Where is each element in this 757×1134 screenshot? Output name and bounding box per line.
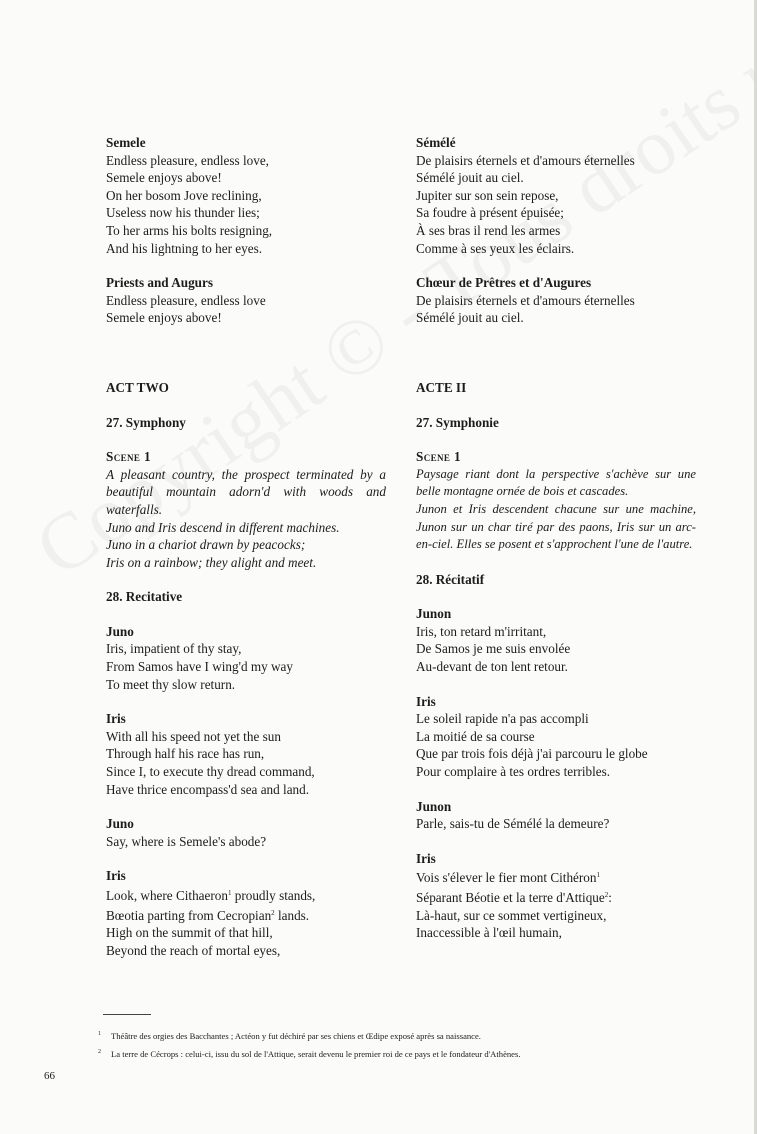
number-heading: 28. Récitatif [416, 571, 485, 587]
verse-line: Endless pleasure, endless love [106, 292, 266, 308]
verse-line: Through half his race has run, [106, 746, 265, 762]
verse-line: And his lightning to her eyes. [106, 240, 263, 256]
speaker-name: Priests and Augurs [106, 275, 213, 291]
verse-line: Le soleil rapide n'a pas accompli [416, 711, 589, 727]
act-heading: ACTE II [416, 379, 467, 395]
speech-block [106, 623, 386, 693]
verse-line: On her bosom Jove reclining, [106, 187, 262, 203]
footnote-ref[interactable]: 2 [271, 908, 275, 917]
speech-block [106, 134, 386, 257]
verse-line: Have thrice encompass'd sea and land. [106, 781, 310, 797]
speaker-name: Semele [106, 135, 146, 150]
verse-line: Look, where Cithaeron$^1$ proudly stands, [106, 888, 316, 903]
speech-block [416, 693, 696, 781]
verse-line: Endless pleasure, endless love, [106, 152, 269, 168]
verse-line: Parle, sais-tu de Sémélé la demeure? [416, 816, 610, 832]
speaker-name: Iris [106, 711, 126, 727]
footnote [98, 1044, 718, 1062]
speaker-name: Junon [416, 606, 452, 622]
footnote-number: 2 [98, 1048, 101, 1055]
verse-line: Jupiter sur son sein repose, [416, 187, 559, 203]
verse-line: Useless now his thunder lies; [106, 205, 260, 221]
speaker-name: Iris [416, 850, 436, 866]
footnote-text: La terre de Cécrops : celui-ci, issu du sol de l'Attique, serait devenu le premier roi de ce pays et le fondateur d'Athènes. [111, 1048, 521, 1059]
act-heading: ACT TWO [106, 379, 169, 395]
verse-line: Beyond the reach of mortal eyes, [106, 942, 281, 958]
verse-line: Pour complaire à tes ordres terribles. [416, 764, 611, 780]
speaker-name: Iris [106, 868, 126, 884]
speaker-name: Juno [106, 623, 134, 639]
page-number: 66 [44, 1070, 55, 1082]
stage-direction: Juno in a chariot drawn by peacocks; [106, 537, 306, 553]
speech-block [416, 134, 696, 257]
verse-line: Semele enjoys above! [106, 310, 222, 326]
speaker-name: Chœur de Prêtres et d'Augures [416, 275, 592, 291]
verse-line: With all his speed not yet the sun [106, 728, 281, 744]
stage-direction: Junon et Iris descendent chacune sur une machine, Junon sur un char tiré par des paons, Iris sur un arc-en-ciel. Elles se posent et s'approchent l'une de l'autre. [416, 501, 696, 552]
speech-block [106, 710, 386, 798]
verse-line: Inaccessible à l'œil humain, [416, 925, 562, 941]
verse-line: Sémélé jouit au ciel. [416, 310, 524, 326]
footnote-ref[interactable]: 1 [596, 871, 600, 880]
footnote-ref[interactable]: 1 [227, 889, 232, 897]
verse-line: De plaisirs éternels et d'amours éternelles [416, 292, 635, 308]
stage-direction: Juno and Iris descend in different machines. [106, 519, 340, 535]
verse-line: Que par trois fois déjà j'ai parcouru le globe [416, 746, 648, 762]
speaker-name: Iris [416, 693, 436, 709]
verse-line: To her arms his bolts resigning, [106, 222, 273, 238]
french-column [416, 134, 696, 942]
number-heading: 27. Symphony [106, 414, 186, 430]
verse-line: Say, where is Semele's abode? [106, 833, 267, 849]
verse-line: La moitié de sa course [416, 728, 535, 744]
verse-line: Comme à ses yeux les éclairs. [416, 240, 575, 256]
verse-line: Sémélé jouit au ciel. [416, 170, 524, 186]
speech-block [106, 867, 386, 959]
verse-line: High on the summit of that hill, [106, 925, 273, 941]
footnote [98, 1026, 718, 1044]
verse-line: Bœotia parting from Cecropian$^2$ lands. [106, 907, 310, 923]
verse-line: To meet thy slow return. [106, 676, 236, 692]
footnote-ref[interactable]: 2 [604, 891, 609, 899]
number-heading: 27. Symphonie [416, 414, 499, 430]
verse-line: De plaisirs éternels et d'amours éternelles [416, 152, 635, 168]
verse-line: Iris, ton retard m'irritant, [416, 623, 547, 639]
verse-line: De Samos je me suis envolée [416, 641, 571, 657]
speech-block [416, 605, 696, 675]
stage-direction: A pleasant country, the prospect terminated by a beautiful mountain adorn'd with woods and waterfalls. [106, 466, 386, 517]
verse-line: Là-haut, sur ce sommet vertigineux, [416, 907, 607, 923]
stage-direction: Iris on a rainbow; they alight and meet. [106, 554, 317, 570]
speaker-name: Junon [416, 798, 452, 814]
verse-line: From Samos have I wing'd my way [106, 659, 293, 675]
verse-line: Au-devant de ton lent retour. [416, 659, 568, 675]
stage-direction: Paysage riant dont la perspective s'achève sur une belle montagne ornée de bois et cascades. [416, 466, 696, 499]
footnote-divider [103, 1014, 151, 1015]
speech-block [106, 274, 386, 327]
verse-line: Semele enjoys above! [106, 170, 222, 186]
verse-line: Iris, impatient of thy stay, [106, 641, 242, 657]
speaker-name: Juno [106, 816, 134, 832]
verse-line: Séparant Béotie et la terre d'Attique$^2$: [416, 890, 612, 905]
verse-line: À ses bras il rend les armes [416, 222, 561, 238]
scene-heading: Scene 1 [106, 449, 152, 465]
verse-line: Vois s'élever le fier mont Cithéron$^1$ [416, 870, 600, 886]
speech-block [416, 274, 696, 327]
english-column [106, 134, 386, 959]
speech-block [416, 850, 696, 942]
scene-heading: Scene 1 [416, 449, 462, 465]
speaker-name: Sémélé [416, 135, 456, 150]
speech-block [416, 798, 696, 833]
footnote-text: Théâtre des orgies des Bacchantes ; Actéon y fut déchiré par ses chiens et Œdipe exposé après sa naissance. [111, 1030, 481, 1041]
verse-line: Since I, to execute thy dread command, [106, 764, 315, 780]
number-heading: 28. Recitative [106, 589, 183, 605]
speech-block [106, 815, 386, 850]
verse-line: Sa foudre à présent épuisée; [416, 205, 564, 221]
footnotes [98, 1026, 718, 1062]
footnote-number: 1 [98, 1031, 101, 1037]
